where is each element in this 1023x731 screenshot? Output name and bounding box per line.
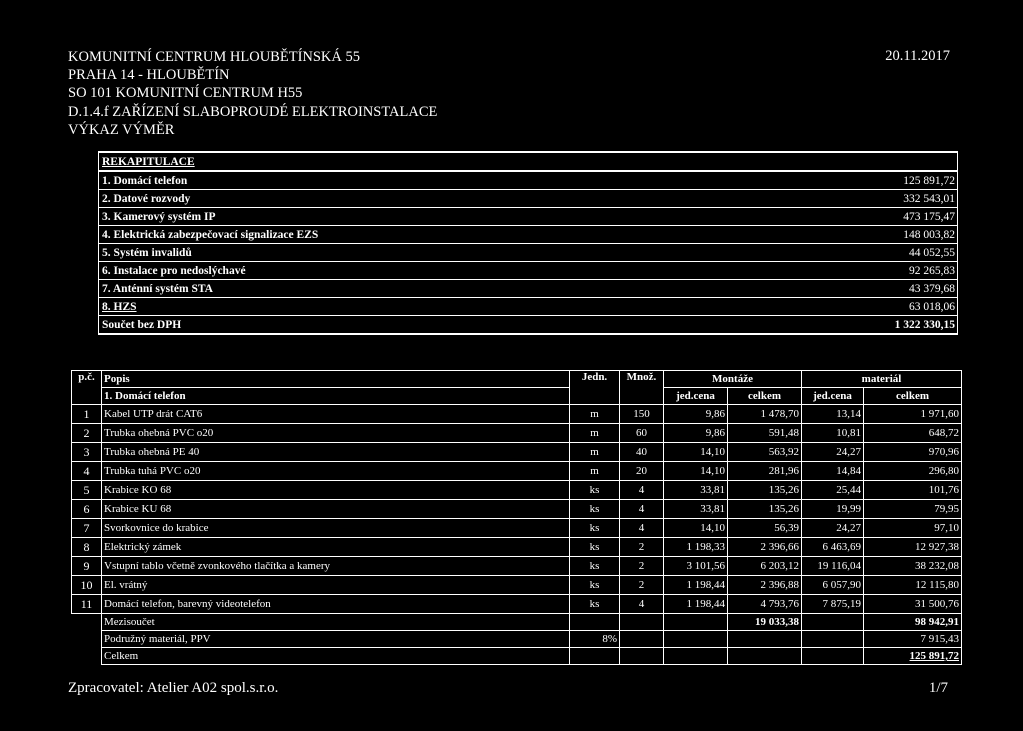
ppv-value: 7 915,43 [864,631,962,648]
row-quantity: 2 [620,557,664,576]
section-title: 1. Domácí telefon [102,388,570,405]
row-material-unit-price: 24,27 [802,443,864,462]
row-installation-unit-price: 14,10 [664,462,728,481]
row-installation-total: 56,39 [728,519,802,538]
row-quantity: 4 [620,481,664,500]
row-material-unit-price: 19,99 [802,500,864,519]
subtotal-montaze: 19 033,38 [728,614,802,631]
row-number: 1 [72,405,102,424]
header-line-1: KOMUNITNÍ CENTRUM HLOUBĚTÍNSKÁ 55 [68,49,360,65]
header-line-3: SO 101 KOMUNITNÍ CENTRUM H55 [68,85,303,102]
row-number: 8 [72,538,102,557]
col-material-celkem: celkem [864,388,962,405]
row-description: Elektrický zámek [102,538,570,557]
row-description: Domácí telefon, barevný videotelefon [102,595,570,614]
row-unit: m [570,443,620,462]
row-material-total: 12 927,38 [864,538,962,557]
row-description: Krabice KO 68 [102,481,570,500]
row-material-total: 648,72 [864,424,962,443]
row-installation-total: 563,92 [728,443,802,462]
row-installation-unit-price: 3 101,56 [664,557,728,576]
recap-total-row [99,316,958,335]
row-quantity: 4 [620,595,664,614]
row-material-unit-price: 10,81 [802,424,864,443]
row-material-unit-price: 7 875,19 [802,595,864,614]
col-pc: p.č. [72,371,102,405]
row-installation-total: 135,26 [728,500,802,519]
row-quantity: 40 [620,443,664,462]
footer-page-number: 1/7 [928,680,948,696]
row-material-unit-price: 14,84 [802,462,864,481]
row-installation-unit-price: 14,10 [664,519,728,538]
row-description: Trubka tuhá PVC o20 [102,462,570,481]
row-installation-unit-price: 14,10 [664,443,728,462]
row-material-total: 296,80 [864,462,962,481]
row-material-total: 31 500,76 [864,595,962,614]
table-row [72,424,962,443]
table-row [72,462,962,481]
table-row [72,519,962,538]
recap-total-label: Součet bez DPH [99,316,761,335]
row-installation-total: 2 396,88 [728,576,802,595]
row-description: Trubka ohebná PVC o20 [102,424,570,443]
recap-row: 3. Kamerový systém IP 473 175,47 [99,208,958,226]
detail-header-row [72,371,962,388]
row-material-unit-price: 6 057,90 [802,576,864,595]
document-header [68,48,437,139]
header-line-5: VÝKAZ VÝMĚR [68,121,175,138]
row-unit: m [570,405,620,424]
row-installation-unit-price: 1 198,44 [664,576,728,595]
row-material-total: 97,10 [864,519,962,538]
row-material-unit-price: 25,44 [802,481,864,500]
subtotal-row [72,614,962,631]
row-description: Kabel UTP drát CAT6 [102,405,570,424]
row-quantity: 4 [620,500,664,519]
row-installation-total: 1 478,70 [728,405,802,424]
row-material-unit-price: 19 116,04 [802,557,864,576]
col-material-jedcena: jed.cena [802,388,864,405]
row-unit: ks [570,519,620,538]
recap-row: 2. Datové rozvody 332 543,01 [99,190,958,208]
row-installation-total: 135,26 [728,481,802,500]
total-label: Celkem [102,648,570,665]
row-quantity: 2 [620,538,664,557]
row-number: 2 [72,424,102,443]
row-material-total: 970,96 [864,443,962,462]
col-montaze-celkem: celkem [728,388,802,405]
row-number: 7 [72,519,102,538]
row-description: El. vrátný [102,576,570,595]
recap-row: 5. Systém invalidů 44 052,55 [99,244,958,262]
row-material-total: 79,95 [864,500,962,519]
row-number: 10 [72,576,102,595]
recap-total-value: 1 322 330,15 [761,316,958,335]
row-unit: ks [570,538,620,557]
row-unit: ks [570,481,620,500]
row-number: 5 [72,481,102,500]
row-installation-unit-price: 1 198,44 [664,595,728,614]
row-material-total: 101,76 [864,481,962,500]
row-quantity: 4 [620,519,664,538]
recap-row: 8. HZS 63 018,06 [99,298,958,316]
col-material: materiál [802,371,962,388]
total-value: 125 891,72 [864,648,962,665]
col-mnoz: Množ. [620,371,664,405]
row-installation-total: 2 396,66 [728,538,802,557]
row-number: 11 [72,595,102,614]
row-unit: ks [570,500,620,519]
detail-rows [72,405,962,614]
subtotal-label: Mezisoučet [102,614,570,631]
row-unit: m [570,424,620,443]
total-row [72,648,962,665]
subtotal-material: 98 942,91 [864,614,962,631]
footer-author: Zpracovatel: Atelier A02 spol.s.r.o. [68,680,279,696]
row-quantity: 60 [620,424,664,443]
row-unit: m [570,462,620,481]
row-description: Krabice KU 68 [102,500,570,519]
ppv-label: Podružný materiál, PPV [102,631,570,648]
detail-subheader-row [72,388,962,405]
row-unit: ks [570,595,620,614]
row-description: Trubka ohebná PE 40 [102,443,570,462]
row-quantity: 2 [620,576,664,595]
table-row [72,557,962,576]
row-installation-total: 4 793,76 [728,595,802,614]
document-date: 20.11.2017 [885,48,950,64]
recap-row: 4. Elektrická zabezpečovací signalizace EZS 148 003,82 [99,226,958,244]
recap-title: REKAPITULACE [99,152,958,171]
row-material-total: 1 971,60 [864,405,962,424]
row-installation-unit-price: 33,81 [664,481,728,500]
ppv-row [72,631,962,648]
table-row [72,595,962,614]
row-material-unit-price: 6 463,69 [802,538,864,557]
row-material-total: 38 232,08 [864,557,962,576]
row-installation-unit-price: 1 198,33 [664,538,728,557]
recap-row: 1. Domácí telefon 125 891,72 [99,171,958,190]
col-popis: Popis [102,371,570,388]
row-material-unit-price: 24,27 [802,519,864,538]
row-installation-unit-price: 9,86 [664,405,728,424]
row-quantity: 20 [620,462,664,481]
table-row [72,405,962,424]
col-montaze: Montáže [664,371,802,388]
row-unit: ks [570,557,620,576]
row-number: 3 [72,443,102,462]
row-installation-total: 6 203,12 [728,557,802,576]
recap-row: 7. Anténní systém STA 43 379,68 [99,280,958,298]
row-installation-total: 591,48 [728,424,802,443]
header-line-4: D.1.4.f ZAŘÍZENÍ SLABOPROUDÉ ELEKTROINSTALACE [68,103,438,120]
row-description: Svorkovnice do krabice [102,519,570,538]
table-row [72,576,962,595]
row-material-unit-price: 13,14 [802,405,864,424]
detail-table [71,370,962,665]
table-row [72,538,962,557]
row-number: 9 [72,557,102,576]
table-row [72,500,962,519]
row-number: 4 [72,462,102,481]
row-material-total: 12 115,80 [864,576,962,595]
row-unit: ks [570,576,620,595]
row-installation-total: 281,96 [728,462,802,481]
recap-table [98,151,958,335]
row-installation-unit-price: 33,81 [664,500,728,519]
col-montaze-jedcena: jed.cena [664,388,728,405]
row-installation-unit-price: 9,86 [664,424,728,443]
row-description: Vstupní tablo včetně zvonkového tlačítka a kamery [102,557,570,576]
header-line-2: PRAHA 14 - HLOUBĚTÍN [68,67,230,84]
col-jedn: Jedn. [570,371,620,405]
ppv-percent: 8% [570,631,620,648]
row-quantity: 150 [620,405,664,424]
recap-row: 6. Instalace pro nedoslýchavé 92 265,83 [99,262,958,280]
row-number: 6 [72,500,102,519]
table-row [72,443,962,462]
table-row [72,481,962,500]
